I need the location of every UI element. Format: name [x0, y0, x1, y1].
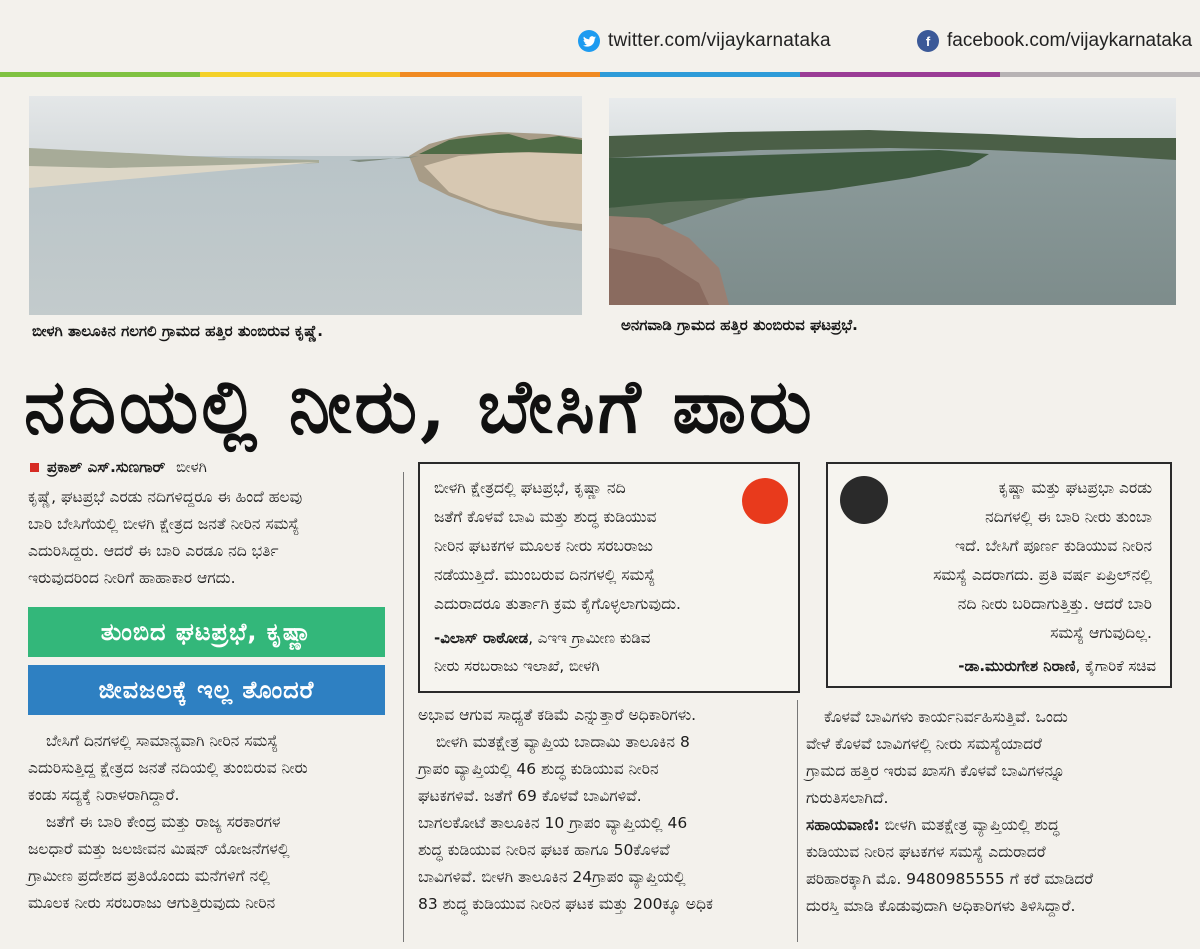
quote-line: ನೀರಿನ ಘಟಕಗಳ ಮೂಲಕ ನೀರು ಸರಬರಾಜು [434, 537, 653, 555]
twitter-link[interactable] [578, 30, 831, 52]
column-1-body [28, 728, 390, 917]
quote-source-name: -ವಿಲಾಸ್ ರಾಠೋಡ [434, 629, 529, 647]
helpline-label: ಸಹಾಯವಾಣಿ: [806, 816, 880, 834]
subhead-blue-banner: ಜೀವಜಲಕ್ಕೆ ಇಲ್ಲ ತೊಂದರೆ [28, 665, 385, 715]
byline-place: ಬೀಳಗಿ [176, 458, 207, 476]
quote-line: ನದಿ ನೀರು ಬರಿದಾಗುತ್ತಿತ್ತು. ಆದರೆ ಬಾರಿ [957, 595, 1152, 613]
column-divider [797, 700, 798, 942]
body-line: ಕಂಡು ಸದ್ಯಕ್ಕೆ ನಿರಾಳರಾಗಿದ್ದಾರೆ. [28, 786, 180, 804]
byline-marker [30, 463, 39, 472]
photo-ghataprabha-river [609, 98, 1176, 305]
quote-text [434, 474, 754, 619]
body-line: ಅಭಾವ ಆಗುವ ಸಾಧ್ಯತೆ ಕಡಿಮೆ ಎನ್ನುತ್ತಾರೆ ಅಧಿಕಾರಿಗಳು. [418, 706, 697, 724]
quote-source [434, 624, 794, 680]
quote-source-name: -ಡಾ.ಮುರುಗೇಶ ನಿರಾಣಿ [958, 657, 1076, 675]
quote-text [842, 474, 1152, 648]
subhead-green-banner: ತುಂಬಿದ ಘಟಪ್ರಭೆ, ಕೃಷ್ಣಾ [28, 607, 385, 657]
body-line: ಗ್ರಾಮೀಣ ಪ್ರದೇಶದ ಪ್ರತಿಯೊಂದು ಮನೆಗಳಿಗೆ ನಲ್ಲಿ [28, 867, 270, 885]
quote-line: ಸಮಸ್ಯೆ ಆಗುವುದಿಲ್ಲ. [1050, 624, 1152, 642]
body-line: ಪರಿಹಾರಕ್ಕಾಗಿ ಮೊ. 9480985555 ಗೆ ಕರೆ ಮಾಡಿದರೆ [806, 870, 1094, 888]
quote-source-title: , ಎಇಇ ಗ್ರಾಮೀಣ ಕುಡಿವ [528, 629, 651, 647]
intro-paragraph [28, 484, 390, 592]
intro-line: ಕೃಷ್ಣೆ, ಘಟಪ್ರಭೆ ಎರಡು ನದಿಗಳಿದ್ದರೂ ಈ ಹಿಂದೆ ಹಲವು [28, 488, 303, 506]
body-line: 83 ಶುದ್ಧ ಕುಡಿಯುವ ನೀರಿನ ಘಟಕ ಮತ್ತು 200ಕ್ಕೂ ಅಧಿಕ [418, 895, 714, 913]
quote-line: ನಡೆಯುತ್ತಿದೆ. ಮುಂಬರುವ ದಿನಗಳಲ್ಲಿ ಸಮಸ್ಯೆ [434, 566, 656, 584]
color-stripe [0, 72, 1200, 77]
column-divider [403, 472, 404, 942]
twitter-bird-icon [578, 30, 600, 52]
quote-line: ಇದೆ. ಬೇಸಿಗೆ ಪೂರ್ಣ ಕುಡಿಯುವ ನೀರಿನ [955, 537, 1152, 555]
facebook-text: facebook.com/vijaykarnataka [947, 30, 1193, 51]
quote-source [958, 652, 1156, 680]
quote-line: ಬೀಳಗಿ ಕ್ಷೇತ್ರದಲ್ಲಿ ಘಟಪ್ರಭೆ, ಕೃಷ್ಣಾ ನದಿ [434, 479, 626, 497]
body-line: ವೇಳೆ ಕೊಳವೆ ಬಾವಿಗಳಲ್ಲಿ ನೀರು ಸಮಸ್ಯೆಯಾದರೆ [806, 735, 1042, 753]
body-line: ಶುದ್ಧ ಕುಡಿಯುವ ನೀರಿನ ಘಟಕ ಹಾಗೂ 50ಕೊಳವೆ [418, 841, 670, 859]
helpline-text: ಬೀಳಗಿ ಮತಕ್ಷೇತ್ರ ವ್ಯಾಪ್ತಿಯಲ್ಲಿ ಶುದ್ಧ [879, 816, 1060, 834]
photo-krishna-river [29, 96, 582, 315]
quote-line: ಕೃಷ್ಣಾ ಮತ್ತು ಘಟಪ್ರಭಾ ಎರಡು [998, 479, 1152, 497]
quote-box-minister [826, 462, 1172, 688]
quote-line: ಜತೆಗೆ ಕೊಳವೆ ಬಾವಿ ಮತ್ತು ಶುದ್ಧ ಕುಡಿಯುವ [434, 508, 657, 526]
intro-line: ಇರುವುದರಿಂದ ನೀರಿಗೆ ಹಾಹಾಕಾರ ಆಗದು. [28, 569, 236, 587]
quote-line: ಎದುರಾದರೂ ತುರ್ತಾಗಿ ಕ್ರಮ ಕೈಗೊಳ್ಳಲಾಗುವುದು. [434, 595, 681, 613]
body-line: ಗ್ರಾಪಂ ವ್ಯಾಪ್ತಿಯಲ್ಲಿ 46 ಶುದ್ಧ ಕುಡಿಯುವ ನೀರಿನ [418, 760, 659, 778]
column-3-body [806, 704, 1178, 920]
body-line: ಬೀಳಗಿ ಮತಕ್ಷೇತ್ರ ವ್ಯಾಪ್ತಿಯ ಬಾದಾಮಿ ತಾಲೂಕಿನ 8 [436, 733, 690, 751]
column-2-body [418, 702, 790, 918]
intro-line: ಎದುರಿಸಿದ್ದರು. ಆದರೆ ಈ ಬಾರಿ ಎರಡೂ ನದಿ ಭರ್ತಿ [28, 542, 279, 560]
body-line: ಬಾಗಲಕೋಟೆ ತಾಲೂಕಿನ 10 ಗ್ರಾಪಂ ವ್ಯಾಪ್ತಿಯಲ್ಲಿ 46 [418, 814, 688, 832]
quote-source-title: , ಕೈಗಾರಿಕೆ ಸಚಿವ [1075, 657, 1156, 675]
body-line: ಜಲಧಾರೆ ಮತ್ತು ಜಲಜೀವನ ಮಿಷನ್ ಯೋಜನೆಗಳಲ್ಲಿ [28, 840, 290, 858]
facebook-icon: f [917, 30, 939, 52]
body-line: ಜತೆಗೆ ಈ ಬಾರಿ ಕೇಂದ್ರ ಮತ್ತು ರಾಜ್ಯ ಸರಕಾರಗಳ [46, 813, 281, 831]
body-line: ಕುಡಿಯುವ ನೀರಿನ ಘಟಕಗಳ ಸಮಸ್ಯೆ ಎದುರಾದರೆ [806, 843, 1046, 861]
body-line: ಗುರುತಿಸಲಾಗಿದೆ. [806, 789, 889, 807]
byline-author: ಪ್ರಕಾಶ್ ಎಸ್.ಸುಣಗಾರ್ [47, 458, 166, 476]
body-line: ಎದುರಿಸುತ್ತಿದ್ದ ಕ್ಷೇತ್ರದ ಜನತೆ ನದಿಯಲ್ಲಿ ತುಂಬಿರುವ ನೀರು [28, 759, 308, 777]
photo-caption-left: ಬೀಳಗಿ ತಾಲೂಕಿನ ಗಲಗಲಿ ಗ್ರಾಮದ ಹತ್ತಿರ ತುಂಬಿರುವ ಕೃಷ್ಣೆ. [32, 322, 323, 340]
intro-line: ಬಾರಿ ಬೇಸಿಗೆಯಲ್ಲಿ ಬೀಳಗಿ ಕ್ಷೇತ್ರದ ಜನತೆ ನೀರಿನ ಸಮಸ್ಯೆ [28, 515, 300, 533]
body-line: ಬಾವಿಗಳಿವೆ. ಬೀಳಗಿ ತಾಲೂಕಿನ 24ಗ್ರಾಪಂ ವ್ಯಾಪ್ತಿಯಲ್ಲಿ [418, 868, 686, 886]
twitter-text: twitter.com/vijaykarnataka [608, 30, 831, 51]
photo-caption-right: ಅನಗವಾಡಿ ಗ್ರಾಮದ ಹತ್ತಿರ ತುಂಬಿರುವ ಘಟಪ್ರಭೆ. [621, 316, 858, 334]
byline [30, 458, 207, 476]
facebook-link[interactable] [917, 30, 1192, 52]
body-line: ಮೂಲಕ ನೀರು ಸರಬರಾಜು ಆಗುತ್ತಿರುವುದು ನೀರಿನ [28, 894, 276, 912]
body-line: ಘಟಕಗಳಿವೆ. ಜತೆಗೆ 69 ಕೊಳವೆ ಬಾವಿಗಳಿವೆ. [418, 787, 642, 805]
quote-source-dept: ನೀರು ಸರಬರಾಜು ಇಲಾಖೆ, ಬೀಳಗಿ [434, 657, 600, 675]
quote-box-official [418, 462, 800, 693]
body-line: ದುರಸ್ತಿ ಮಾಡಿ ಕೊಡುವುದಾಗಿ ಅಧಿಕಾರಿಗಳು ತಿಳಿಸಿದ್ದಾರೆ. [806, 897, 1076, 915]
headline: ನದಿಯಲ್ಲಿ ನೀರು, ಬೇಸಿಗೆ ಪಾರು [24, 364, 815, 450]
body-line: ಬೇಸಿಗೆ ದಿನಗಳಲ್ಲಿ ಸಾಮಾನ್ಯವಾಗಿ ನೀರಿನ ಸಮಸ್ಯೆ [46, 732, 279, 750]
body-line: ಗ್ರಾಮದ ಹತ್ತಿರ ಇರುವ ಖಾಸಗಿ ಕೊಳವೆ ಬಾವಿಗಳನ್ನೂ [806, 762, 1065, 780]
body-line: ಕೊಳವೆ ಬಾವಿಗಳು ಕಾರ್ಯನಿರ್ವಹಿಸುತ್ತಿವೆ. ಒಂದು [824, 708, 1068, 726]
quote-line: ಸಮಸ್ಯೆ ಎದರಾಗದು. ಪ್ರತಿ ವರ್ಷ ಏಪ್ರಿಲ್‌ನಲ್ಲಿ [933, 566, 1152, 584]
quote-line: ನದಿಗಳಲ್ಲಿ ಈ ಬಾರಿ ನೀರು ತುಂಬಾ [985, 508, 1152, 526]
helpline [806, 812, 1178, 839]
